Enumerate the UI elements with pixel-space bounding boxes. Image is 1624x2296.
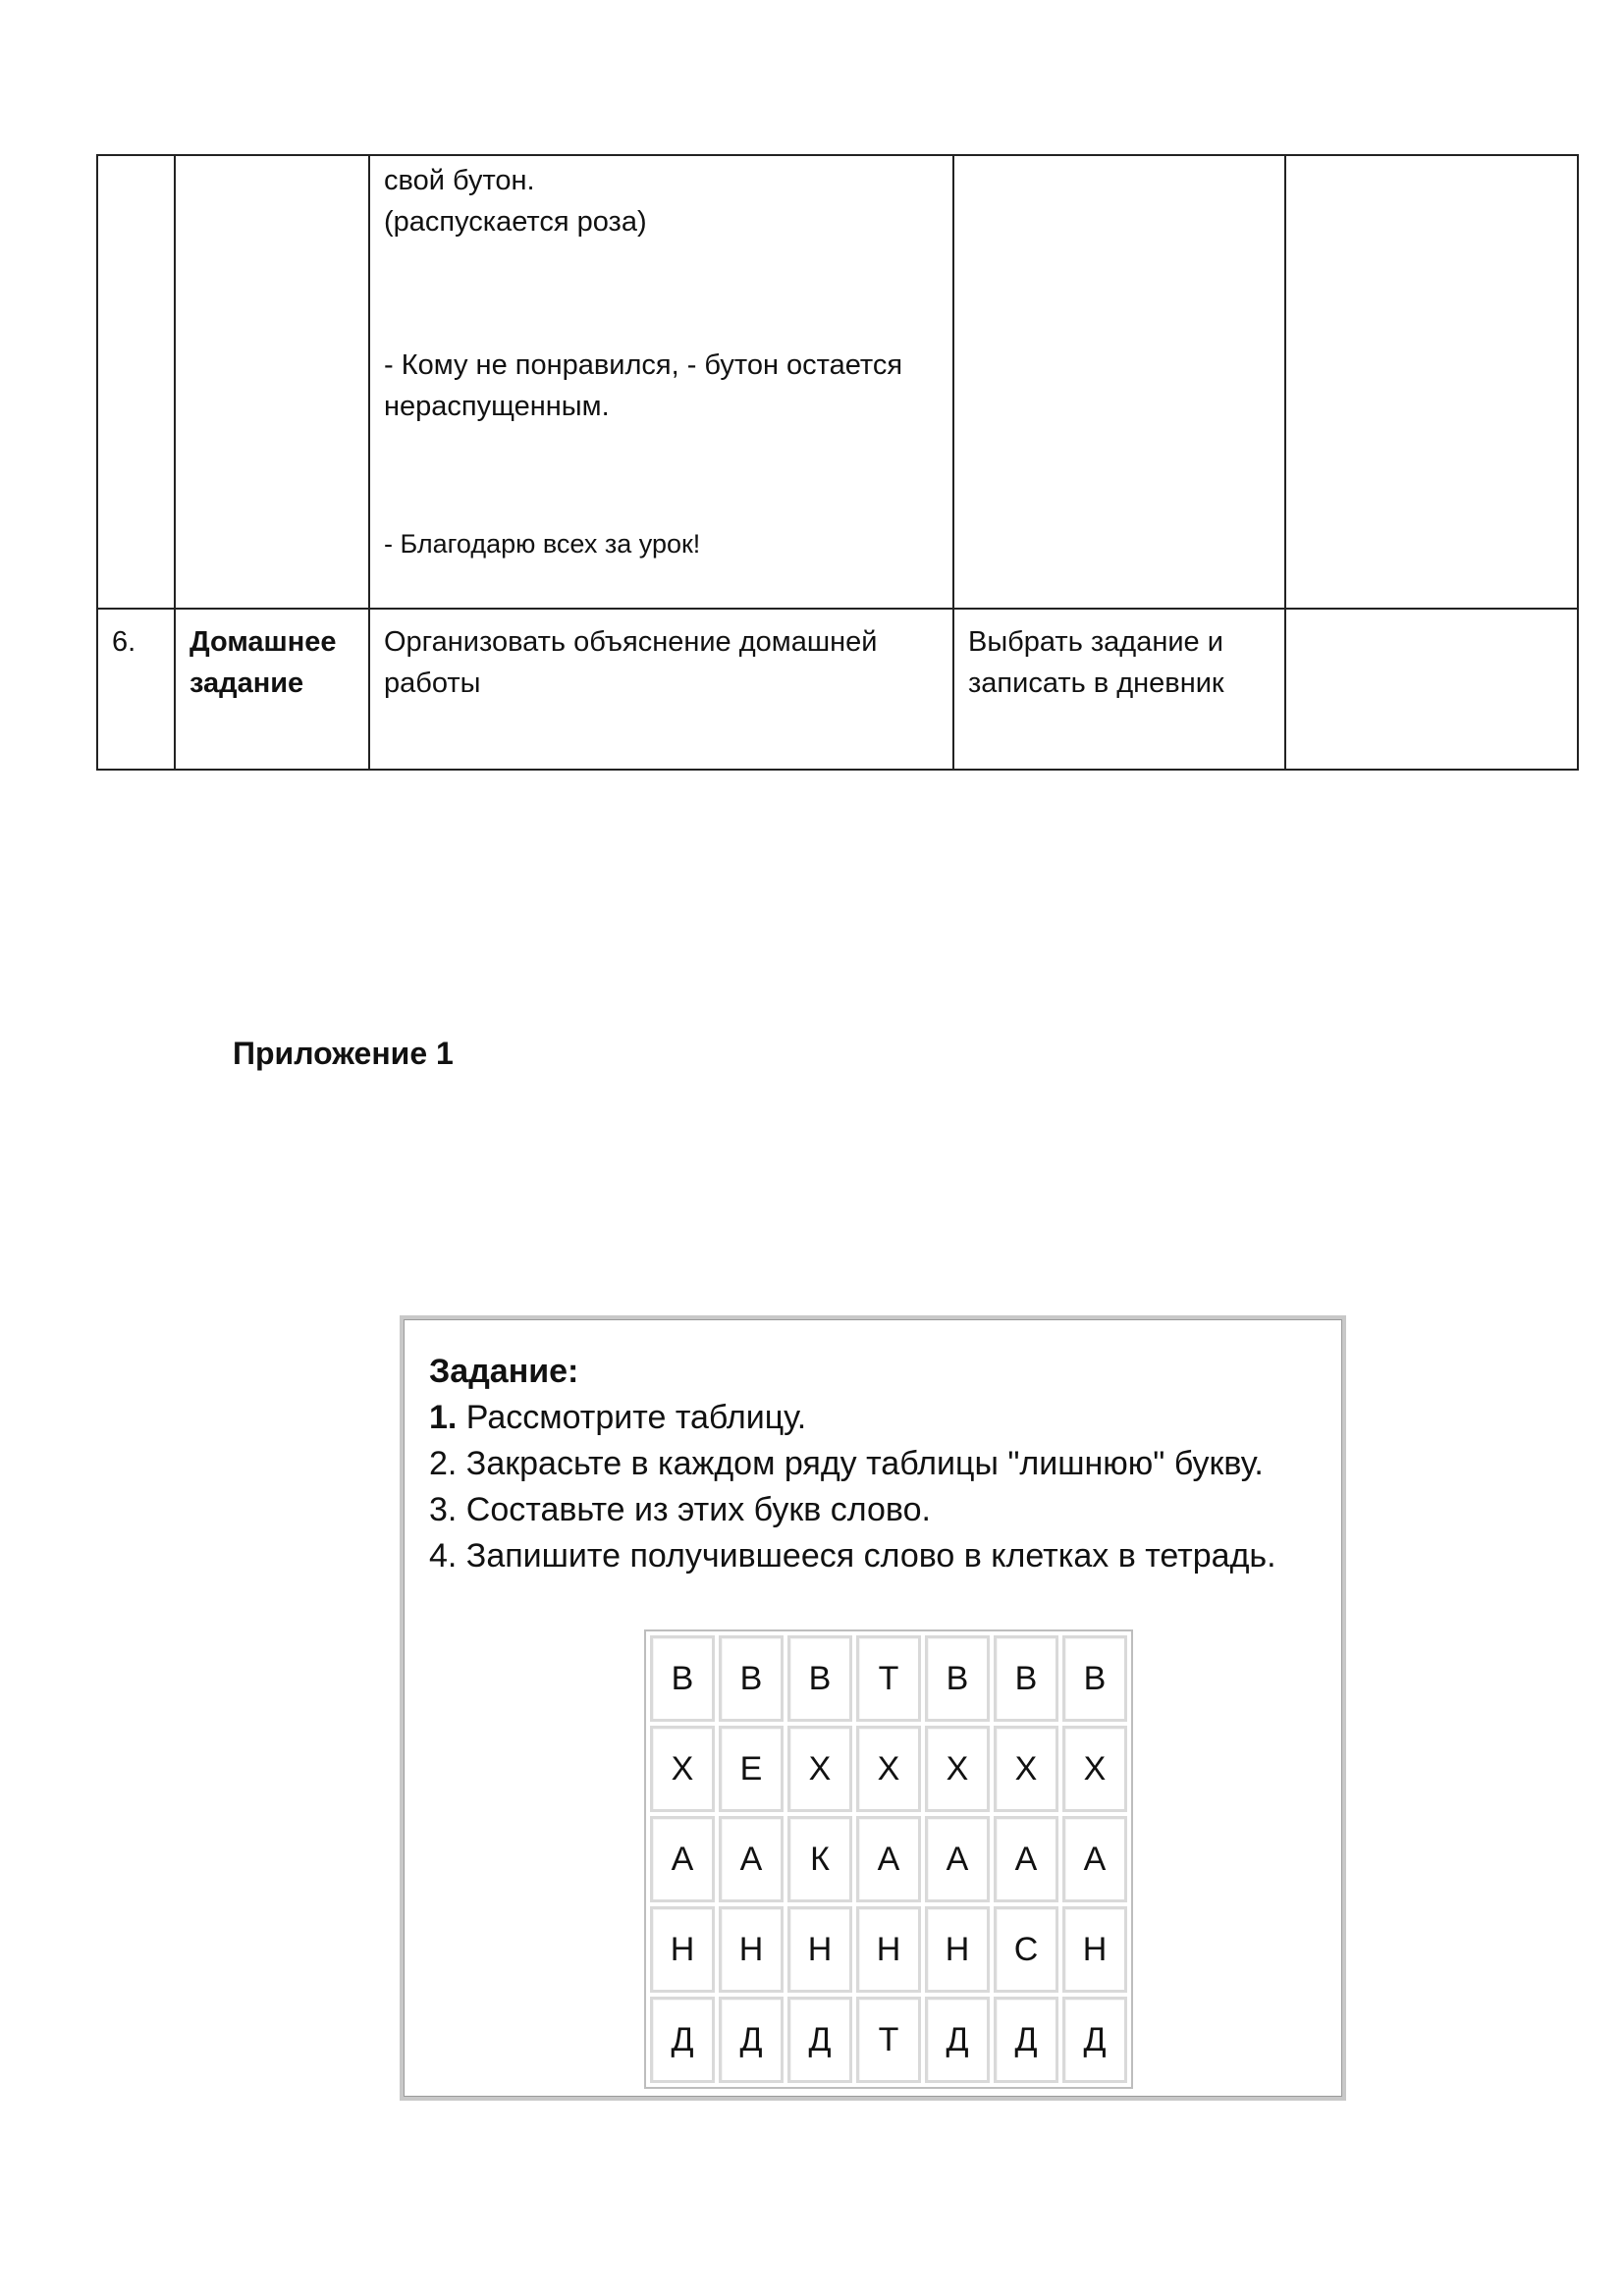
teacher-line: - Благодарю всех за урок!: [384, 529, 701, 560]
students-activity-cell: [953, 609, 1285, 770]
number-cell: [97, 155, 175, 609]
letter-cell: Н: [925, 1906, 990, 1993]
letter-row: [650, 1906, 1127, 1993]
notes-cell: [1285, 609, 1578, 770]
letter-cell: Д: [650, 1997, 715, 2083]
task-step-2: 2. Закрасьте в каждом ряду таблицы "лишнюю" букву.: [429, 1445, 1264, 1482]
number-cell: 6.: [97, 609, 175, 770]
letter-cell: Н: [856, 1906, 921, 1993]
notes-cell: [1285, 155, 1578, 609]
letter-row: [650, 1816, 1127, 1902]
letter-cell: А: [650, 1816, 715, 1902]
letter-cell: Н: [787, 1906, 852, 1993]
letter-cell: Х: [856, 1726, 921, 1812]
stage-cell: [175, 155, 369, 609]
table-row: [97, 609, 1578, 770]
letter-cell: Т: [856, 1635, 921, 1722]
letter-cell: Д: [994, 1997, 1058, 2083]
letter-cell: Х: [925, 1726, 990, 1812]
letter-cell: В: [994, 1635, 1058, 1722]
letter-cell: В: [925, 1635, 990, 1722]
task-step-4: 4. Запишите получившееся слово в клетках в тетрадь.: [429, 1537, 1276, 1575]
letter-cell: Х: [1062, 1726, 1127, 1812]
stage-name-line: задание: [189, 667, 304, 700]
teacher-line: нераспущенным.: [384, 391, 610, 423]
stage-name-line: Домашнее: [189, 626, 337, 658]
letter-cell: А: [925, 1816, 990, 1902]
letter-cell: В: [787, 1635, 852, 1722]
task-step-1-number: 1.: [429, 1399, 458, 1436]
task-step-3: 3. Составьте из этих букв слово.: [429, 1491, 931, 1528]
letter-cell: В: [650, 1635, 715, 1722]
letter-cell: Х: [787, 1726, 852, 1812]
letter-cell: Х: [994, 1726, 1058, 1812]
letter-cell: Д: [925, 1997, 990, 2083]
letter-row: [650, 1635, 1127, 1722]
letter-cell: А: [1062, 1816, 1127, 1902]
letter-cell: Е: [719, 1726, 784, 1812]
letter-cell: Д: [719, 1997, 784, 2083]
letter-cell: А: [856, 1816, 921, 1902]
letter-cell: Д: [787, 1997, 852, 2083]
task-step-1-text: Рассмотрите таблицу.: [457, 1399, 807, 1436]
teacher-line: Организовать объяснение домашней: [384, 626, 878, 658]
letter-cell: Н: [1062, 1906, 1127, 1993]
letter-cell: А: [719, 1816, 784, 1902]
letter-row: [650, 1997, 1127, 2083]
letter-cell: Д: [1062, 1997, 1127, 2083]
letter-row: [650, 1726, 1127, 1812]
lesson-table: [96, 154, 1579, 771]
teacher-activity-cell: [369, 609, 953, 770]
teacher-line: - Кому не понравился, - бутон остается: [384, 349, 903, 382]
students-line: Выбрать задание и: [968, 626, 1223, 658]
letter-cell: Х: [650, 1726, 715, 1812]
letter-grid: [644, 1629, 1133, 2089]
task-instructions: [429, 1349, 1276, 1579]
letter-cell: Н: [650, 1906, 715, 1993]
teacher-activity-cell: [369, 155, 953, 609]
table-row: [97, 155, 1578, 609]
task-step-1: [429, 1395, 1276, 1441]
letter-cell: Т: [856, 1997, 921, 2083]
teacher-line: работы: [384, 667, 481, 700]
stage-cell: [175, 609, 369, 770]
task-heading: Задание:: [429, 1353, 579, 1390]
letter-cell: В: [719, 1635, 784, 1722]
task-box: [400, 1315, 1346, 2101]
teacher-line: (распускается роза): [384, 206, 647, 239]
students-line: записать в дневник: [968, 667, 1224, 700]
letter-cell: К: [787, 1816, 852, 1902]
students-activity-cell: [953, 155, 1285, 609]
appendix-title: Приложение 1: [233, 1036, 454, 1071]
letter-cell: А: [994, 1816, 1058, 1902]
letter-cell: С: [994, 1906, 1058, 1993]
letter-cell: Н: [719, 1906, 784, 1993]
teacher-line: свой бутон.: [384, 165, 535, 196]
letter-cell: В: [1062, 1635, 1127, 1722]
